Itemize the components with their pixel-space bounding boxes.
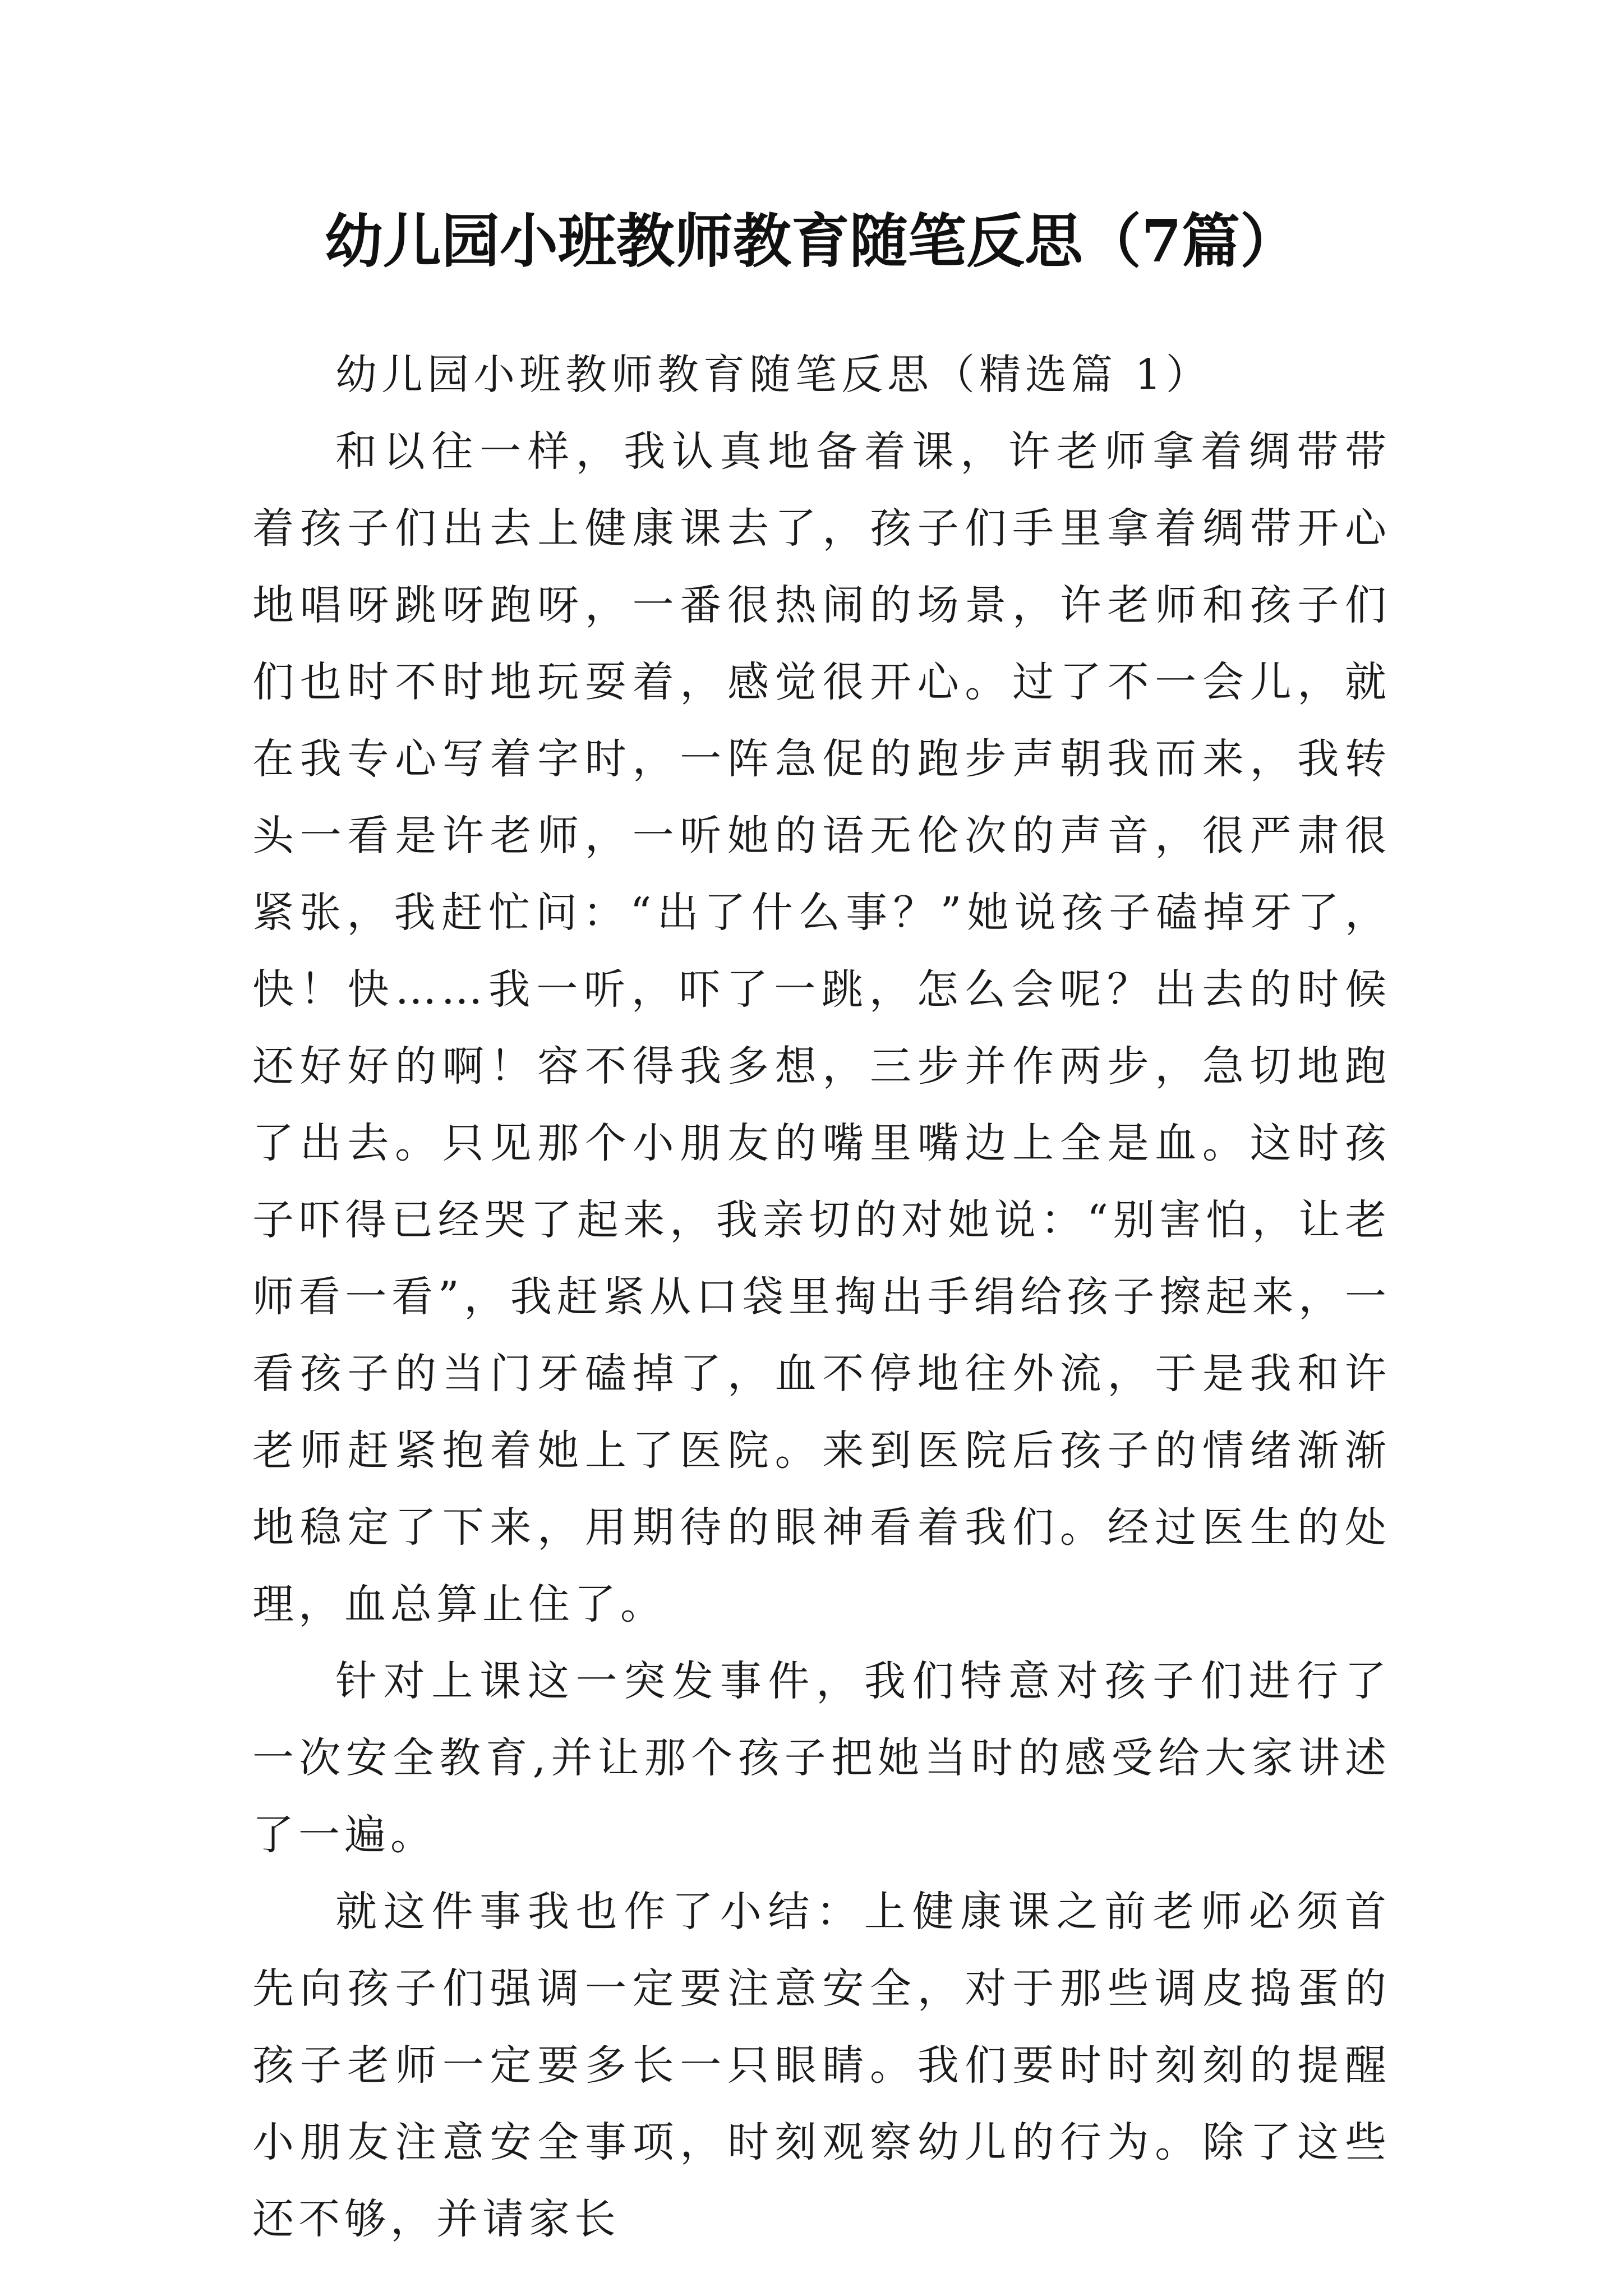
- document-body: [252, 337, 1391, 2258]
- body-paragraph: 和以往一样，我认真地备着课，许老师拿着绸带带着孩子们出去上健康课去了，孩子们手里拿着绸带开心地唱呀跳呀跑呀，一番很热闹的场景，许老师和孩子们们也时不时地玩耍着，感觉很开心。过了不一会儿，就在我专心写着字时，一阵急促的跑步声朝我而来，我转头一看是许老师，一听她的语无伦次的声音，很严肃很紧张，我赶忙问：“出了什么事？”她说孩子磕掉牙了，快！快……我一听，吓了一跳，怎么会呢？出去的时候还好好的啊！容不得我多想，三步并作两步，急切地跑了出去。只见那个小朋友的嘴里嘴边上全是血。这时孩子吓得已经哭了起来，我亲切的对她说：“别害怕，让老师看一看”，我赶紧从口袋里掏出手绢给孩子擦起来，一看孩子的当门牙磕掉了，血不停地往外流，于是我和许老师赶紧抱着她上了医院。来到医院后孩子的情绪渐渐地稳定了下来，用期待的眼神看着我们。经过医生的处理，血总算止住了。: [252, 427, 1391, 1628]
- body-paragraph: 针对上课这一突发事件，我们特意对孩子们进行了一次安全教育,并让那个孩子把她当时的感受给大家讲述了一遍。: [252, 1657, 1391, 1859]
- document-title: 幼儿园小班教师教育随笔反思（7篇）: [324, 206, 1299, 275]
- body-paragraph: 就这件事我也作了小结：上健康课之前老师必须首先向孩子们强调一定要注意安全，对于那些调皮捣蛋的孩子老师一定要多长一只眼睛。我们要时时刻刻的提醒小朋友注意安全事项，时刻观察幼儿的行为。除了这些还不够，并请家长: [252, 1888, 1391, 2243]
- section-heading: 幼儿园小班教师教育随笔反思（精选篇 1）: [335, 351, 1212, 399]
